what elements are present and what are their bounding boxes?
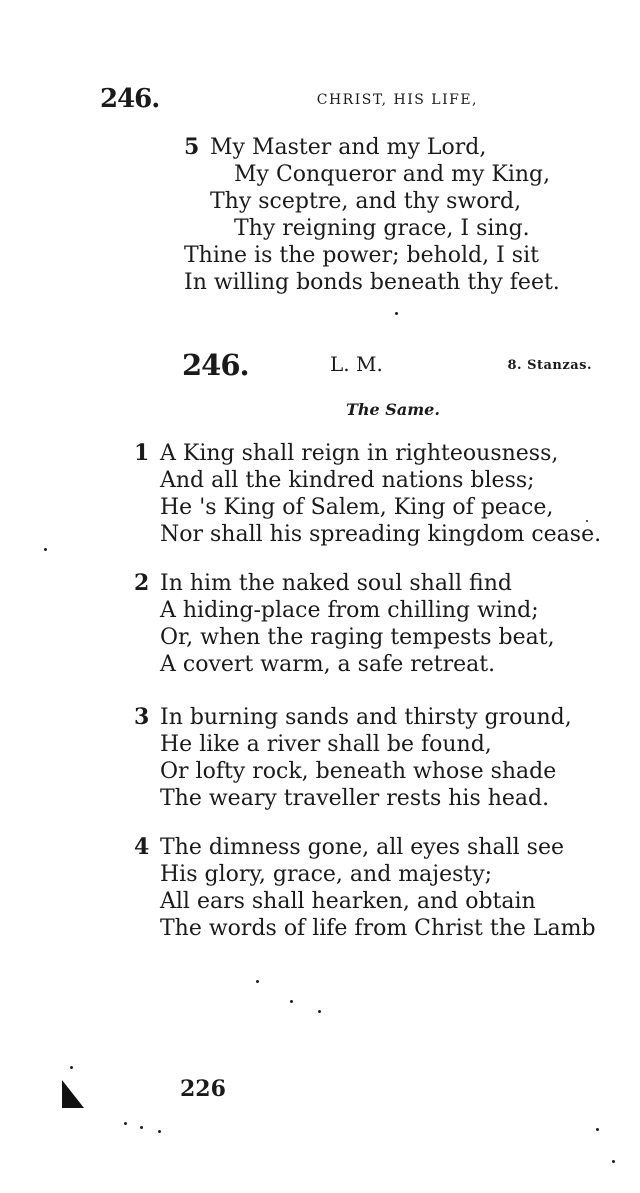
hymn-meter: L. M.: [330, 352, 383, 376]
verse-line: All ears shall hearken, and obtain: [160, 889, 536, 914]
stanza-number: 4: [134, 834, 150, 860]
running-title: CHRIST, HIS LIFE,: [316, 92, 478, 108]
hymn-stanza-4: [134, 834, 596, 942]
verse-line: And all the kindred nations bless;: [160, 468, 535, 493]
verse-line: 3 In burning sands and thirsty ground,: [134, 704, 572, 730]
hymn-stanza-count: 8. Stanzas.: [507, 358, 592, 373]
verse-line: The words of life from Christ the Lamb: [160, 916, 596, 941]
scan-speck: [158, 1130, 161, 1133]
top-page-number: 246.: [100, 84, 160, 114]
hymn-subtitle: The Same.: [346, 400, 440, 419]
verse-line: My Conqueror and my King,: [234, 162, 551, 187]
hymn-stanza-3: [134, 704, 572, 812]
verse-line: 2 In him the naked soul shall find: [134, 570, 512, 596]
verse-line: Thy reigning grace, I sing.: [234, 216, 530, 241]
hymn-number: 246.: [182, 348, 249, 382]
hymn-heading: [182, 348, 592, 382]
verse-line: Or, when the raging tempests beat,: [160, 625, 555, 650]
bottom-page-number: 226: [180, 1076, 226, 1102]
scan-speck: [140, 1126, 143, 1129]
scan-speck: [70, 1066, 73, 1069]
verse-line: Nor shall his spreading kingdom cease.: [160, 522, 602, 547]
verse-line: Thy sceptre, and thy sword,: [210, 189, 522, 214]
verse-line: He 's King of Salem, King of peace,: [160, 495, 554, 520]
verse-line: 4 The dimness gone, all eyes shall see: [134, 834, 565, 860]
verse-line: Thine is the power; behold, I sit: [184, 243, 539, 268]
verse-line: His glory, grace, and majesty;: [160, 862, 493, 887]
verse-line: In willing bonds beneath thy feet.: [184, 270, 560, 295]
scan-speck: [612, 1160, 615, 1163]
verse-line: A covert warm, a safe retreat.: [160, 652, 496, 677]
scan-speck: [596, 1128, 599, 1131]
scan-speck: [318, 1010, 321, 1013]
stanza-number: 5: [184, 134, 200, 160]
scan-speck: [395, 312, 398, 315]
running-head: [100, 84, 478, 114]
stanza-number: 3: [134, 704, 150, 730]
scan-speck: [256, 980, 259, 983]
verse-line: He like a river shall be found,: [160, 732, 492, 757]
verse-line: The weary traveller rests his head.: [160, 786, 550, 811]
stanza-number: 2: [134, 570, 150, 596]
hymn-stanza-2: [134, 570, 555, 678]
scan-corner-mark: [62, 1080, 84, 1108]
previous-hymn-stanza: [184, 134, 560, 296]
scan-speck: [586, 520, 588, 522]
verse-line: Or lofty rock, beneath whose shade: [160, 759, 557, 784]
verse-line: 1 A King shall reign in righteousness,: [134, 440, 559, 466]
verse-line: A hiding-place from chilling wind;: [160, 598, 539, 623]
hymn-stanza-1: [134, 440, 601, 548]
scan-speck: [44, 548, 47, 551]
scan-speck: [290, 1000, 293, 1003]
scan-speck: [124, 1122, 127, 1125]
verse-line: 5 My Master and my Lord,: [184, 134, 487, 160]
stanza-number: 1: [134, 440, 150, 466]
